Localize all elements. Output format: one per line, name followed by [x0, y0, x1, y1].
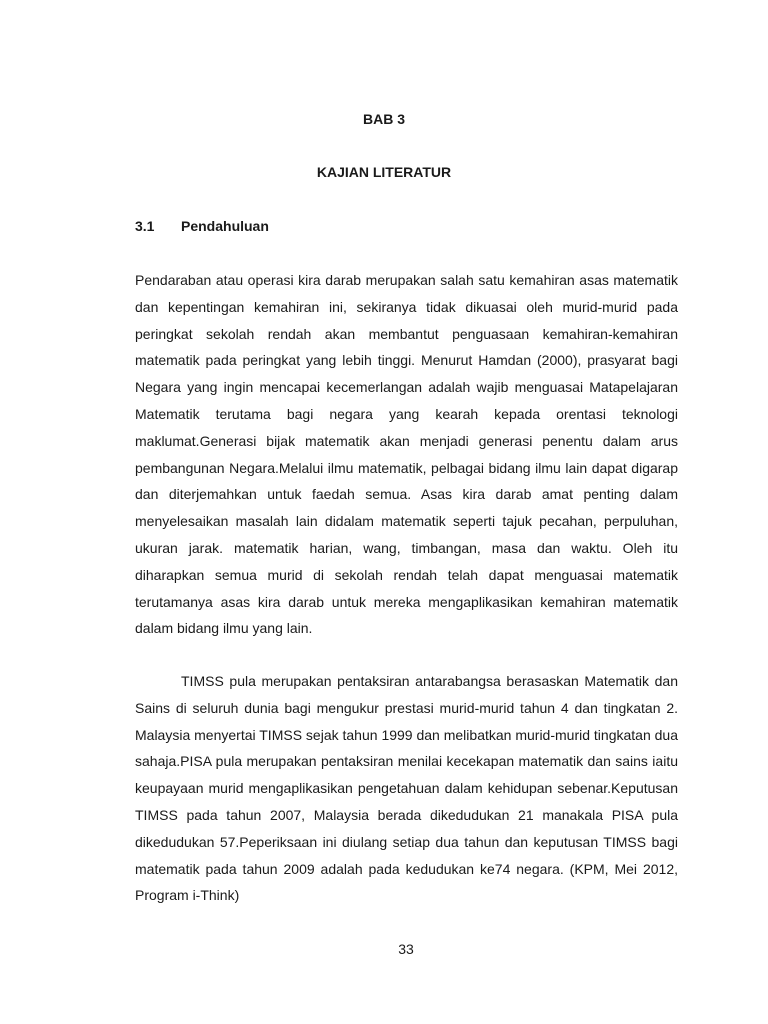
- section-heading: [135, 218, 269, 234]
- page-number: 33: [398, 941, 414, 957]
- section-title: Pendahuluan: [181, 218, 269, 234]
- paragraph-introduction: Pendaraban atau operasi kira darab merupakan salah satu kemahiran asas matematik dan kepentingan kemahiran ini, sekiranya tidak dikuasai oleh murid-murid pada peringkat sekolah rendah akan membantut penguasaan kemahiran-kemahiran matematik pada peringkat yang lebih tinggi. Menurut Hamdan (2000), prasyarat bagi Negara yang ingin mencapai kecemerlangan adalah wajib menguasai Matapelajaran Matematik terutama bagi negara yang kearah kepada orentasi teknologi maklumat.Generasi bijak matematik akan menjadi generasi penentu dalam arus pembangunan Negara.Melalui ilmu matematik, pelbagai bidang ilmu lain dapat digarap dan diterjemahkan untuk faedah semua. Asas kira darab amat penting dalam menyelesaikan masalah lain didalam matematik seperti tajuk pecahan, perpuluhan, ukuran jarak. matematik harian, wang, timbangan, masa dan waktu. Oleh itu diharapkan semua murid di sekolah rendah telah dapat menguasai matematik terutamanya asas kira darab untuk mereka mengaplikasikan kemahiran matematik dalam bidang ilmu yang lain.: [135, 272, 678, 637]
- section-number: 3.1: [135, 218, 155, 234]
- chapter-label: BAB 3: [362, 111, 405, 127]
- chapter-title: KAJIAN LITERATUR: [316, 164, 452, 180]
- paragraph-timss: TIMSS pula merupakan pentaksiran antarabangsa berasaskan Matematik dan Sains di seluruh dunia bagi mengukur prestasi murid-murid tahun 4 dan tingkatan 2. Malaysia menyertai TIMSS sejak tahun 1999 dan melibatkan murid-murid tingkatan dua sahaja.PISA pula merupakan pentaksiran menilai kecekapan matematik dan sains iaitu keupayaan murid mengaplikasikan pengetahuan dalam kehidupan sebenar.Keputusan TIMSS pada tahun 2007, Malaysia berada dikedudukan 21 manakala PISA pula dikedudukan 57.Peperiksaan ini diulang setiap dua tahun dan keputusan TIMSS bagi matematik pada tahun 2009 adalah pada kedudukan ke74 negara. (KPM, Mei 2012, Program i-Think): [135, 673, 678, 904]
